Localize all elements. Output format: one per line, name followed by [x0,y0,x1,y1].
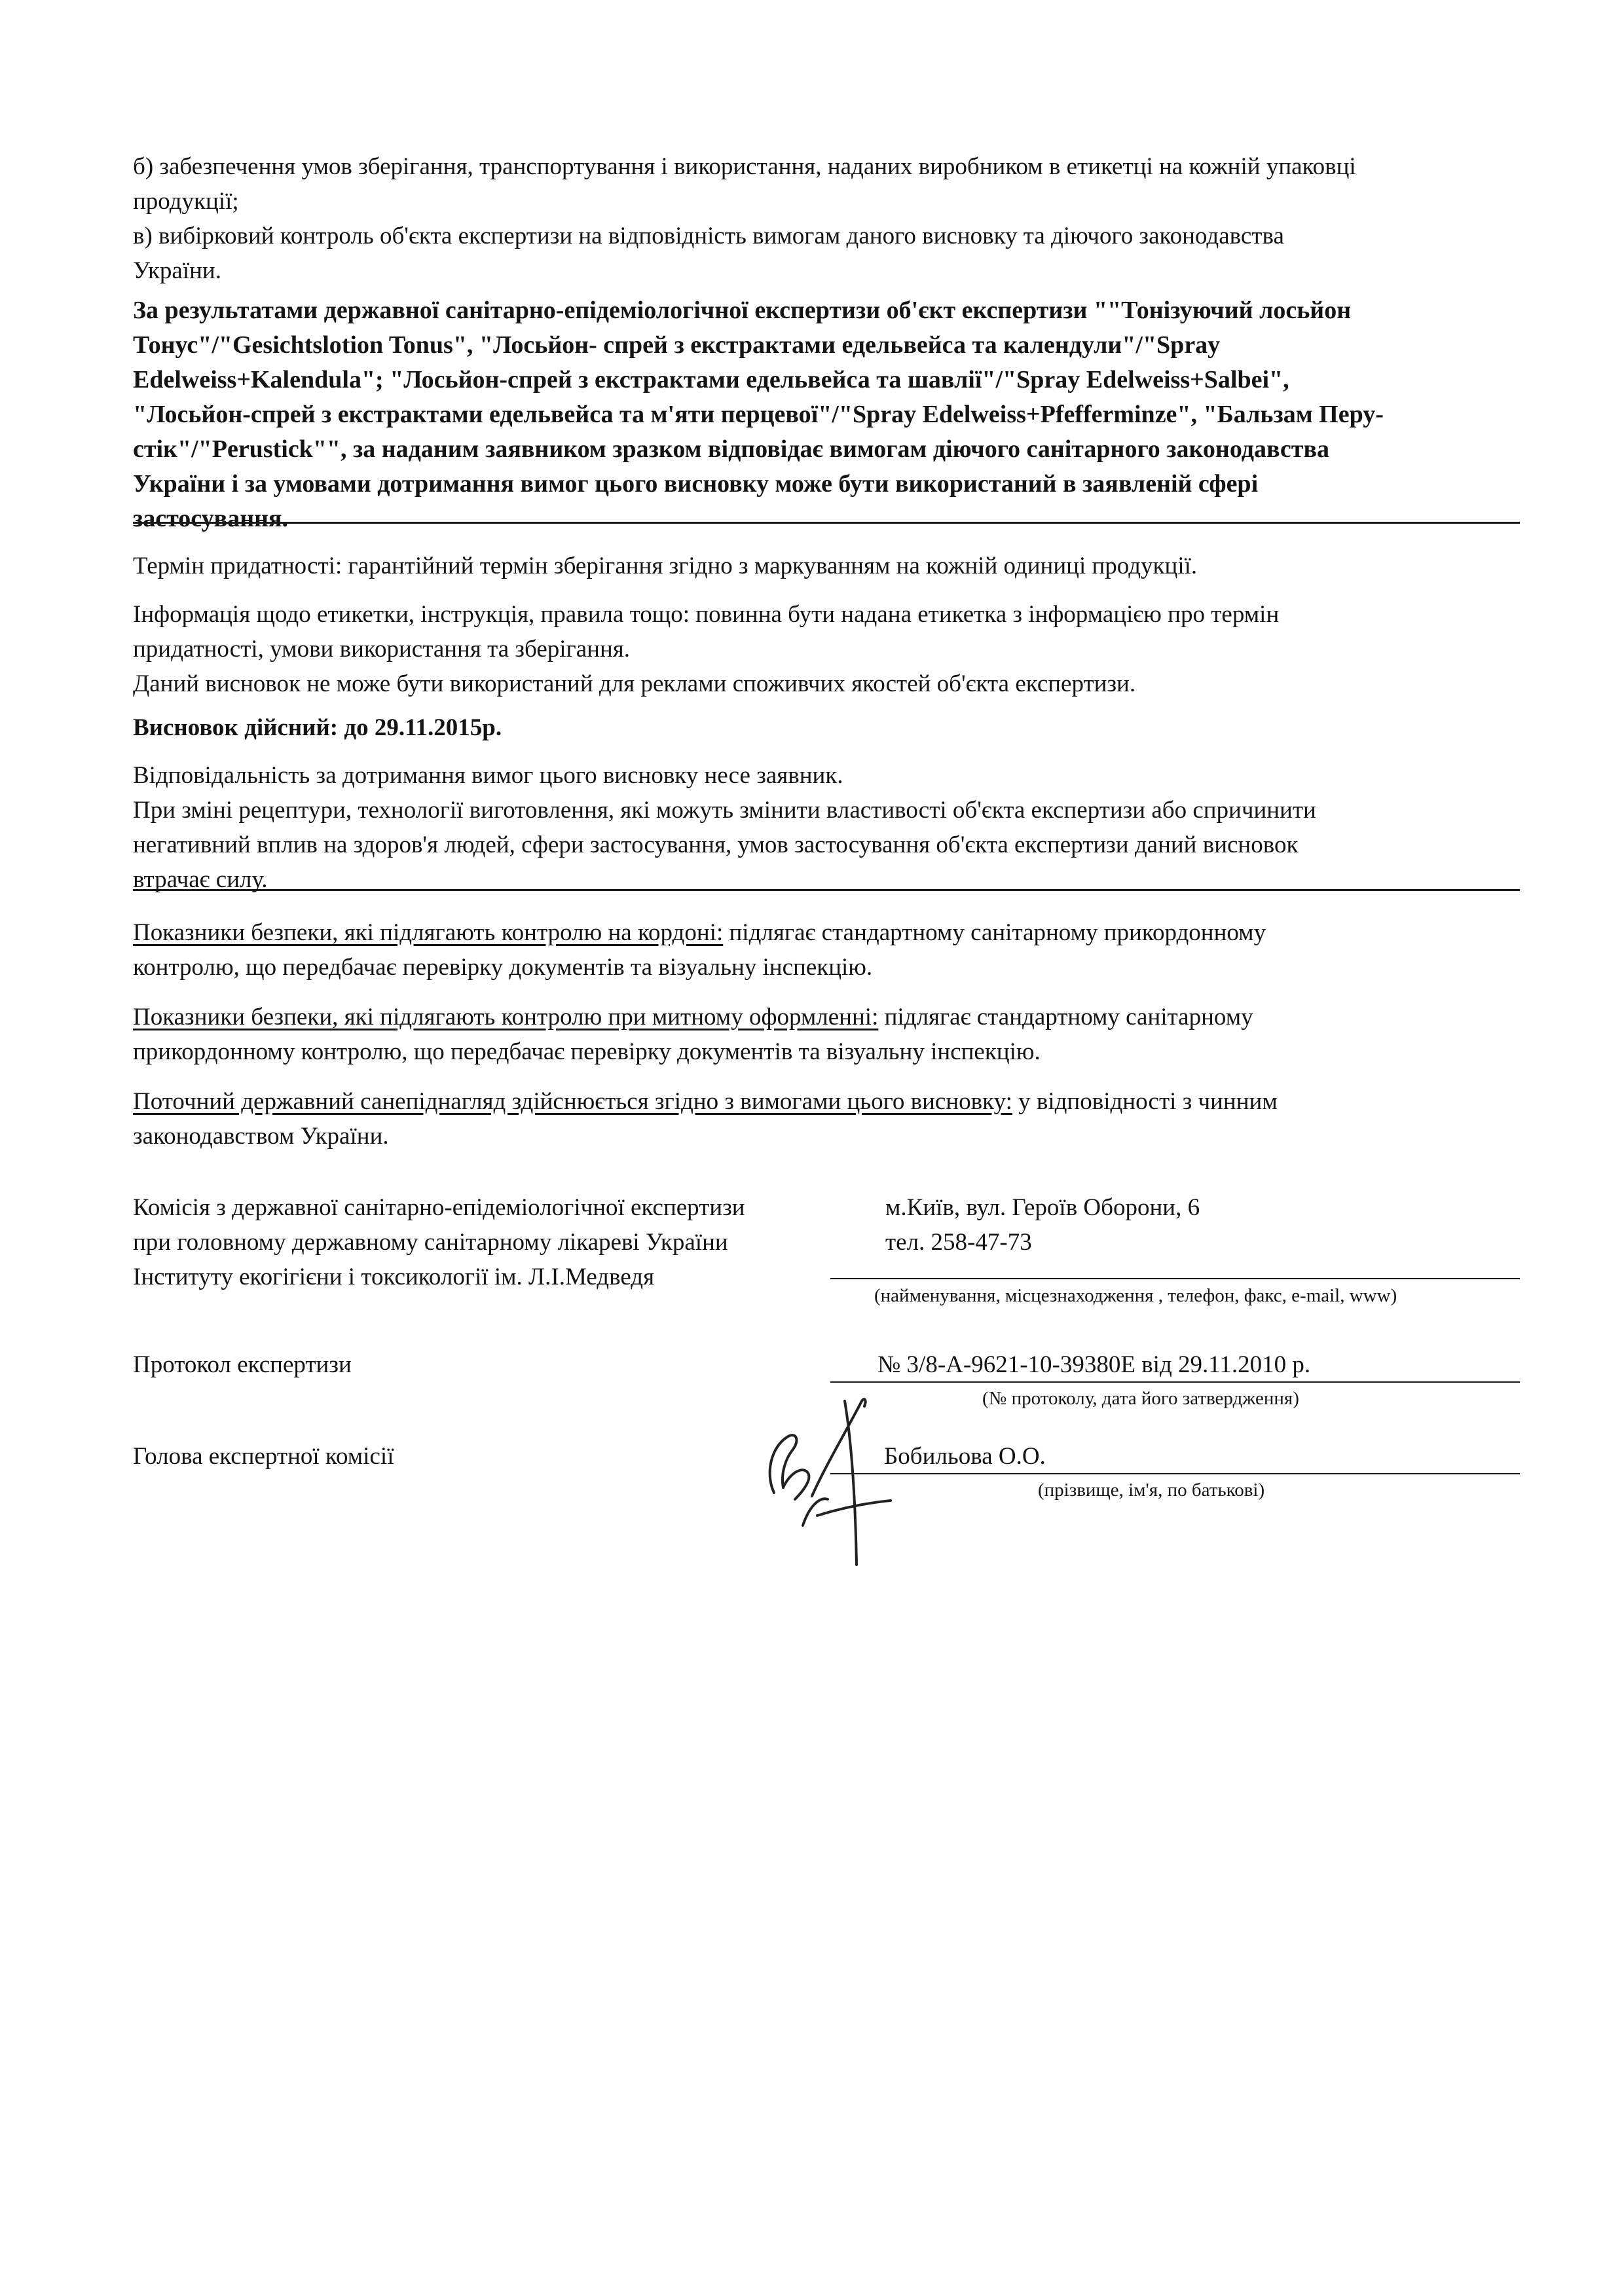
border-control-line2: контролю, що передбачає перевірку документів та візуальну інспекцію. [133,954,873,981]
protocol-line [830,1381,1520,1383]
advertising-note: Даний висновок не може бути використаний для реклами споживчих якостей об'єкта експертизи. [133,670,1136,697]
customs-control-line2: прикордонному контролю, що передбачає перевірку документів та візуальну інспекцію. [133,1038,1041,1065]
section-divider [133,522,1520,524]
supervision-line1 [133,1084,1520,1119]
conclusion-line: Edelweiss+Kalendula"; "Лосьйон-спрей з екстрактами едельвейса та шавлії"/"Spray Edelweiss+Salbei", [133,366,1289,393]
conclusion-block [133,293,1520,536]
commission-signature-line [830,1278,1520,1279]
label-info-block [133,597,1520,701]
head-caption: (прізвище, ім'я, по батькові) [1038,1480,1265,1501]
conclusion-line: Тонус"/"Gesichtslotion Tonus", "Лосьйон- спрей з екстрактами едельвейса та календули"/"Spray [133,331,1221,359]
label-info-line2: придатності, умови використання та зберігання. [133,636,631,663]
commission-block [133,1190,886,1294]
border-control-block [133,915,1520,985]
supervision-line2: законодавством України. [133,1123,389,1150]
commission-line2: при головному державному санітарному лікареві України [133,1229,728,1256]
responsibility-line4: втрачає силу. [133,866,268,893]
condition-b-line1: б) забезпечення умов зберігання, транспортування і використання, наданих виробником в етикетці на кожній упаковці [133,153,1356,180]
commission-address: м.Київ, вул. Героїв Оборони, 6 [885,1194,1200,1221]
shelf-life-block [133,549,1520,583]
responsibility-line2: При зміні рецептури, технології виготовлення, які можуть змінити властивості об'єкта експертизи або спричинити [133,797,1316,824]
protocol-number: № 3/8-А-9621-10-39380Е від 29.11.2010 р. [877,1351,1311,1378]
customs-control-line1 [133,1000,1520,1034]
responsibility-block [133,758,1520,897]
border-control-heading: Показники безпеки, які підлягають контролю на кордоні: [133,919,724,946]
supervision-heading: Поточний державний санепіднагляд здійснюється згідно з вимогами цього висновку: [133,1088,1012,1115]
conditions-block [133,149,1520,288]
commission-line3: Інституту екогігієни і токсикології ім. Л.І.Медведя [133,1264,655,1290]
validity-block [133,710,1520,745]
protocol-caption: (№ протоколу, дата його затвердження) [982,1388,1299,1409]
conclusion-line: України і за умовами дотримання вимог цього висновку може бути використаний в заявленій сфері [133,470,1259,498]
shelf-life-text: Термін придатності: гарантійний термін зберігання згідно з маркуванням на кожній одиниці продукції. [133,553,1198,579]
conclusion-line: стік"/"Perustick"", за наданим заявником зразком відповідає вимогам діючого санітарного законодавства [133,435,1329,463]
head-label: Голова експертної комісії [133,1443,394,1470]
commission-caption: (найменування, місцезнаходження , телефон, факс, e-mail, www) [874,1285,1397,1306]
section-divider [133,889,1520,891]
condition-v-line2: України. [133,257,221,284]
customs-control-block [133,1000,1520,1069]
commission-phone: тел. 258-47-73 [885,1229,1032,1256]
responsibility-line3: негативний вплив на здоров'я людей, сфери застосування, умов застосування об'єкта експертизи даний висновок [133,831,1299,858]
handwritten-signature [740,1375,897,1584]
label-info-line1: Інформація щодо етикетки, інструкція, правила тощо: повинна бути надана етикетка з інформацією про термін [133,601,1280,628]
conclusion-line: "Лосьйон-спрей з екстрактами едельвейса та м'яти перцевої"/"Spray Edelweiss+Pfefferminze", "Бальзам Перу- [133,401,1384,428]
border-control-line1 [133,915,1520,950]
validity-text: Висновок дійсний: до 29.11.2015р. [133,714,502,741]
protocol-label: Протокол експертизи [133,1351,352,1378]
border-control-text: підлягає стандартному санітарному прикордонному [723,919,1266,946]
conclusion-line: застосування. [133,505,289,532]
conclusion-line: За результатами державної санітарно-епідеміологічної експертизи об'єкт експертизи ""Тонізуючий лосьйон [133,297,1352,324]
customs-control-text: підлягає стандартному санітарному [878,1004,1253,1030]
commission-line1: Комісія з державної санітарно-епідеміологічної експертизи [133,1194,745,1221]
supervision-text: у відповідності з чинним [1012,1088,1278,1115]
condition-b-line2: продукції; [133,188,239,215]
responsibility-line1: Відповідальність за дотримання вимог цього висновку несе заявник. [133,762,843,789]
supervision-block [133,1084,1520,1154]
customs-control-heading: Показники безпеки, які підлягають контролю при митному оформленні: [133,1004,879,1030]
commission-contacts [885,1190,1200,1260]
head-line [830,1473,1520,1474]
condition-v-line1: в) вибірковий контроль об'єкта експертизи на відповідність вимогам даного висновку та діючого законодавства [133,223,1284,249]
head-name: Бобильова О.О. [884,1443,1046,1470]
